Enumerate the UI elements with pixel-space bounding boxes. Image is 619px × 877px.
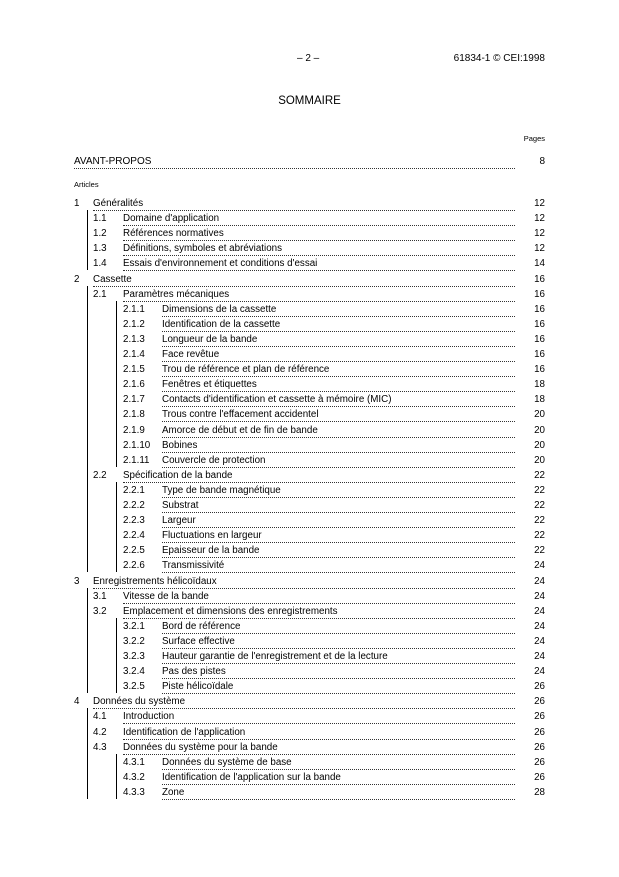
toc-entry-title: Transmissivité [162,560,225,572]
toc-entry-page: 26 [534,711,545,723]
toc-group-bracket [116,618,117,694]
toc-group-bracket [87,286,88,573]
toc-entry[interactable] [74,530,545,545]
toc-entry-title: Longueur de la bande [162,333,258,345]
toc-entry-title: Cassette [93,273,132,285]
toc-entry-title: Introduction [123,711,175,723]
toc-entry-title: Type de bande magnétique [162,484,281,496]
toc-entry-page: 20 [534,409,545,421]
toc-entry-number: 2.1.9 [123,424,145,436]
toc-entry-number: 2.1.1 [123,303,145,315]
toc-entry[interactable] [74,334,545,349]
toc-entry[interactable] [74,394,545,409]
toc-entry-title: Bord de référence [162,620,241,632]
toc-entry-title: Pas des pistes [162,666,226,678]
page-header-reference: 61834-1 © CEI:1998 [453,53,545,64]
toc-entry-title: Couvercle de protection [162,454,266,466]
foreword-title: AVANT-PROPOS [74,156,152,167]
toc-entry[interactable] [74,772,545,787]
toc-entry[interactable] [74,274,545,289]
toc-entry-page: 28 [534,786,545,798]
toc-entry-number: 3.2.1 [123,620,145,632]
toc-entry[interactable] [74,470,545,485]
toc-entry-number: 2 [74,273,80,285]
toc-entry-page: 22 [534,469,545,481]
toc-entry-number: 2.2.1 [123,484,145,496]
toc-entry-title: Spécification de la bande [123,469,233,481]
toc-entry[interactable] [74,681,545,696]
toc-entry-number: 3.2.2 [123,635,145,647]
toc-entry-page: 18 [534,379,545,391]
toc-entry-title: Epaisseur de la bande [162,545,260,557]
toc-entry-page: 18 [534,394,545,406]
toc-entry-number: 4.3.3 [123,786,145,798]
toc-entry-title: Identification de l'application [123,726,246,738]
toc-entry-title: Emplacement et dimensions des enregistrements [123,605,338,617]
toc-entry-number: 2.1 [93,288,107,300]
toc-entry-title: Piste hélicoïdale [162,681,234,693]
toc-entry[interactable] [74,696,545,711]
toc-entry[interactable] [74,621,545,636]
toc-entry[interactable] [74,666,545,681]
toc-entry[interactable] [74,213,545,228]
toc-entry[interactable] [74,319,545,334]
toc-entry-title: Trou de référence et plan de référence [162,364,330,376]
pages-column-label: Pages [523,134,545,143]
toc-entry-number: 2.1.4 [123,349,145,360]
toc-entry-title: Domaine d'application [123,213,220,225]
toc-entry-number: 4.2 [93,726,107,738]
toc-entry-title: Généralités [93,198,144,209]
toc-group-bracket [87,210,88,270]
toc-entry[interactable] [74,243,545,258]
toc-entry[interactable] [74,289,545,304]
page-header-number: – 2 – [297,53,320,64]
toc-entry-title: Fenêtres et étiquettes [162,379,257,391]
toc-entry[interactable] [74,304,545,319]
toc-entry-page: 16 [534,273,545,285]
toc-entry-page: 26 [534,771,545,783]
toc-entry-page: 22 [534,515,545,527]
foreword-entry[interactable] [74,156,545,171]
toc-entry-title: Identification de l'application sur la bande [162,771,341,783]
toc-entry-page: 16 [534,349,545,360]
toc-entry-title: Essais d'environnement et conditions d'essai [123,258,318,270]
toc-entry-page: 14 [534,258,545,270]
toc-group-bracket [87,708,88,799]
toc-entry-page: 16 [534,364,545,376]
toc-entry-title: Amorce de début et de fin de bande [162,424,318,436]
toc-entry-page: 24 [534,620,545,632]
toc-entry-number: 4.3.2 [123,771,145,783]
toc-entry[interactable] [74,515,545,530]
toc-entry-number: 1.4 [93,258,107,270]
toc-entry-title: Contacts d'identification et cassette à mémoire (MIC) [162,394,392,406]
toc-entry[interactable] [74,500,545,515]
toc-entry-title: Enregistrements hélicoïdaux [93,575,217,587]
toc-entry-page: 24 [534,605,545,617]
toc-entry-page: 26 [534,726,545,738]
toc-entry-number: 2.1.10 [123,439,151,451]
toc-entry[interactable] [74,711,545,726]
toc-entry-page: 16 [534,318,545,330]
toc-entry-number: 3.1 [93,590,107,602]
toc-group-bracket [87,588,88,694]
toc-entry[interactable] [74,651,545,666]
toc-entry-title: Zone [162,786,185,798]
toc-entry-page: 12 [534,213,545,225]
toc-entry-number: 2.2.3 [123,515,145,527]
toc-entry-number: 1 [74,198,80,209]
toc-entry[interactable] [74,560,545,575]
toc-entry[interactable] [74,787,545,802]
toc-entry[interactable] [74,455,545,470]
toc-entry-page: 24 [534,666,545,678]
toc-entry[interactable] [74,545,545,560]
toc-entry-number: 3.2.4 [123,666,145,678]
toc-group-bracket [116,301,117,467]
toc-entry-page: 12 [534,228,545,240]
toc-entry-page: 20 [534,439,545,451]
toc-entry[interactable] [74,576,545,591]
toc-entry[interactable] [74,425,545,440]
toc-entry-page: 24 [534,635,545,647]
toc-entry-number: 2.1.11 [123,454,150,466]
toc-entry-page: 26 [534,681,545,693]
toc-entry-page: 26 [534,741,545,753]
toc-entry-page: 26 [534,756,545,768]
toc-entry-number: 4.3.1 [123,756,145,768]
toc-entry-number: 4.3 [93,741,107,753]
toc-entry[interactable] [74,349,545,364]
toc-entry-page: 24 [534,651,545,662]
toc-entry-title: Fluctuations en largeur [162,530,262,542]
toc-entry-number: 3 [74,575,80,587]
toc-entry[interactable] [74,198,545,213]
toc-entry-number: 2.1.3 [123,333,145,345]
toc-entry[interactable] [74,727,545,742]
toc-entry-title: Substrat [162,500,199,511]
toc-entry[interactable] [74,742,545,757]
toc-entry-page: 24 [534,560,545,572]
toc-entry-page: 22 [534,530,545,542]
toc-group-bracket [116,754,117,799]
toc-entry-page: 24 [534,575,545,587]
toc-entry-page: 22 [534,545,545,557]
toc-entry[interactable] [74,258,545,273]
toc-entry-title: Dimensions de la cassette [162,303,277,315]
toc-entry-number: 2.1.7 [123,394,145,406]
toc-entry-number: 1.2 [93,228,107,240]
toc-entry-title: Hauteur garantie de l'enregistrement et de la lecture [162,651,388,662]
toc-entry[interactable] [74,379,545,394]
toc-entry-number: 3.2 [93,605,107,617]
toc-entry-number: 3.2.5 [123,681,145,693]
toc-entry-number: 2.2.5 [123,545,145,557]
toc-entry-number: 2.2.2 [123,500,145,511]
toc-entry-page: 26 [534,696,545,708]
page-title: SOMMAIRE [278,95,341,107]
toc-entry-title: Paramètres mécaniques [123,288,230,300]
toc-entry-number: 2.1.8 [123,409,145,421]
toc-entry-title: Face revêtue [162,349,220,360]
toc-entry-title: Trous contre l'effacement accidentel [162,409,319,421]
toc-entry-title: Données du système pour la bande [123,741,278,753]
toc-entry-number: 1.1 [93,213,107,225]
toc-entry-title: Vitesse de la bande [123,590,209,602]
toc-entry-title: Données du système [93,696,186,708]
toc-entry[interactable] [74,606,545,621]
foreword-page: 8 [539,156,545,167]
toc-entry-number: 4 [74,696,80,708]
toc-entry-page: 22 [534,484,545,496]
toc-entry[interactable] [74,757,545,772]
toc-entry[interactable] [74,440,545,455]
toc-group-bracket [116,482,117,573]
articles-label: Articles [74,180,99,189]
toc-entry[interactable] [74,485,545,500]
toc-entry-number: 2.2.4 [123,530,145,542]
toc-entry[interactable] [74,228,545,243]
toc-entry-number: 4.1 [93,711,107,723]
toc-entry-page: 16 [534,288,545,300]
toc-entry[interactable] [74,409,545,424]
toc-entry[interactable] [74,591,545,606]
toc-entry-title: Largeur [162,515,196,527]
toc-entry-title: Surface effective [162,635,235,647]
toc-entry-number: 2.1.5 [123,364,145,376]
toc-entry-page: 20 [534,454,545,466]
toc-entry-number: 2.1.6 [123,379,145,391]
toc-entry-title: Identification de la cassette [162,318,281,330]
toc-entry-page: 16 [534,333,545,345]
toc-entry-number: 3.2.3 [123,651,145,662]
toc-entry-page: 16 [534,303,545,315]
toc-entry-page: 20 [534,424,545,436]
toc-entry-page: 12 [534,243,545,255]
toc-entry[interactable] [74,364,545,379]
toc-entry-number: 2.2.6 [123,560,145,572]
toc-entry-title: Données du système de base [162,756,292,768]
toc-entry-title: Références normatives [123,228,224,240]
toc-entry[interactable] [74,636,545,651]
toc-entry-number: 1.3 [93,243,107,255]
toc-entry-page: 22 [534,500,545,511]
toc-entry-number: 2.1.2 [123,318,145,330]
toc-entry-number: 2.2 [93,469,107,481]
toc-entry-title: Définitions, symboles et abréviations [123,243,283,255]
toc-entry-title: Bobines [162,439,198,451]
toc-entry-page: 12 [534,198,545,209]
toc-entry-page: 24 [534,590,545,602]
